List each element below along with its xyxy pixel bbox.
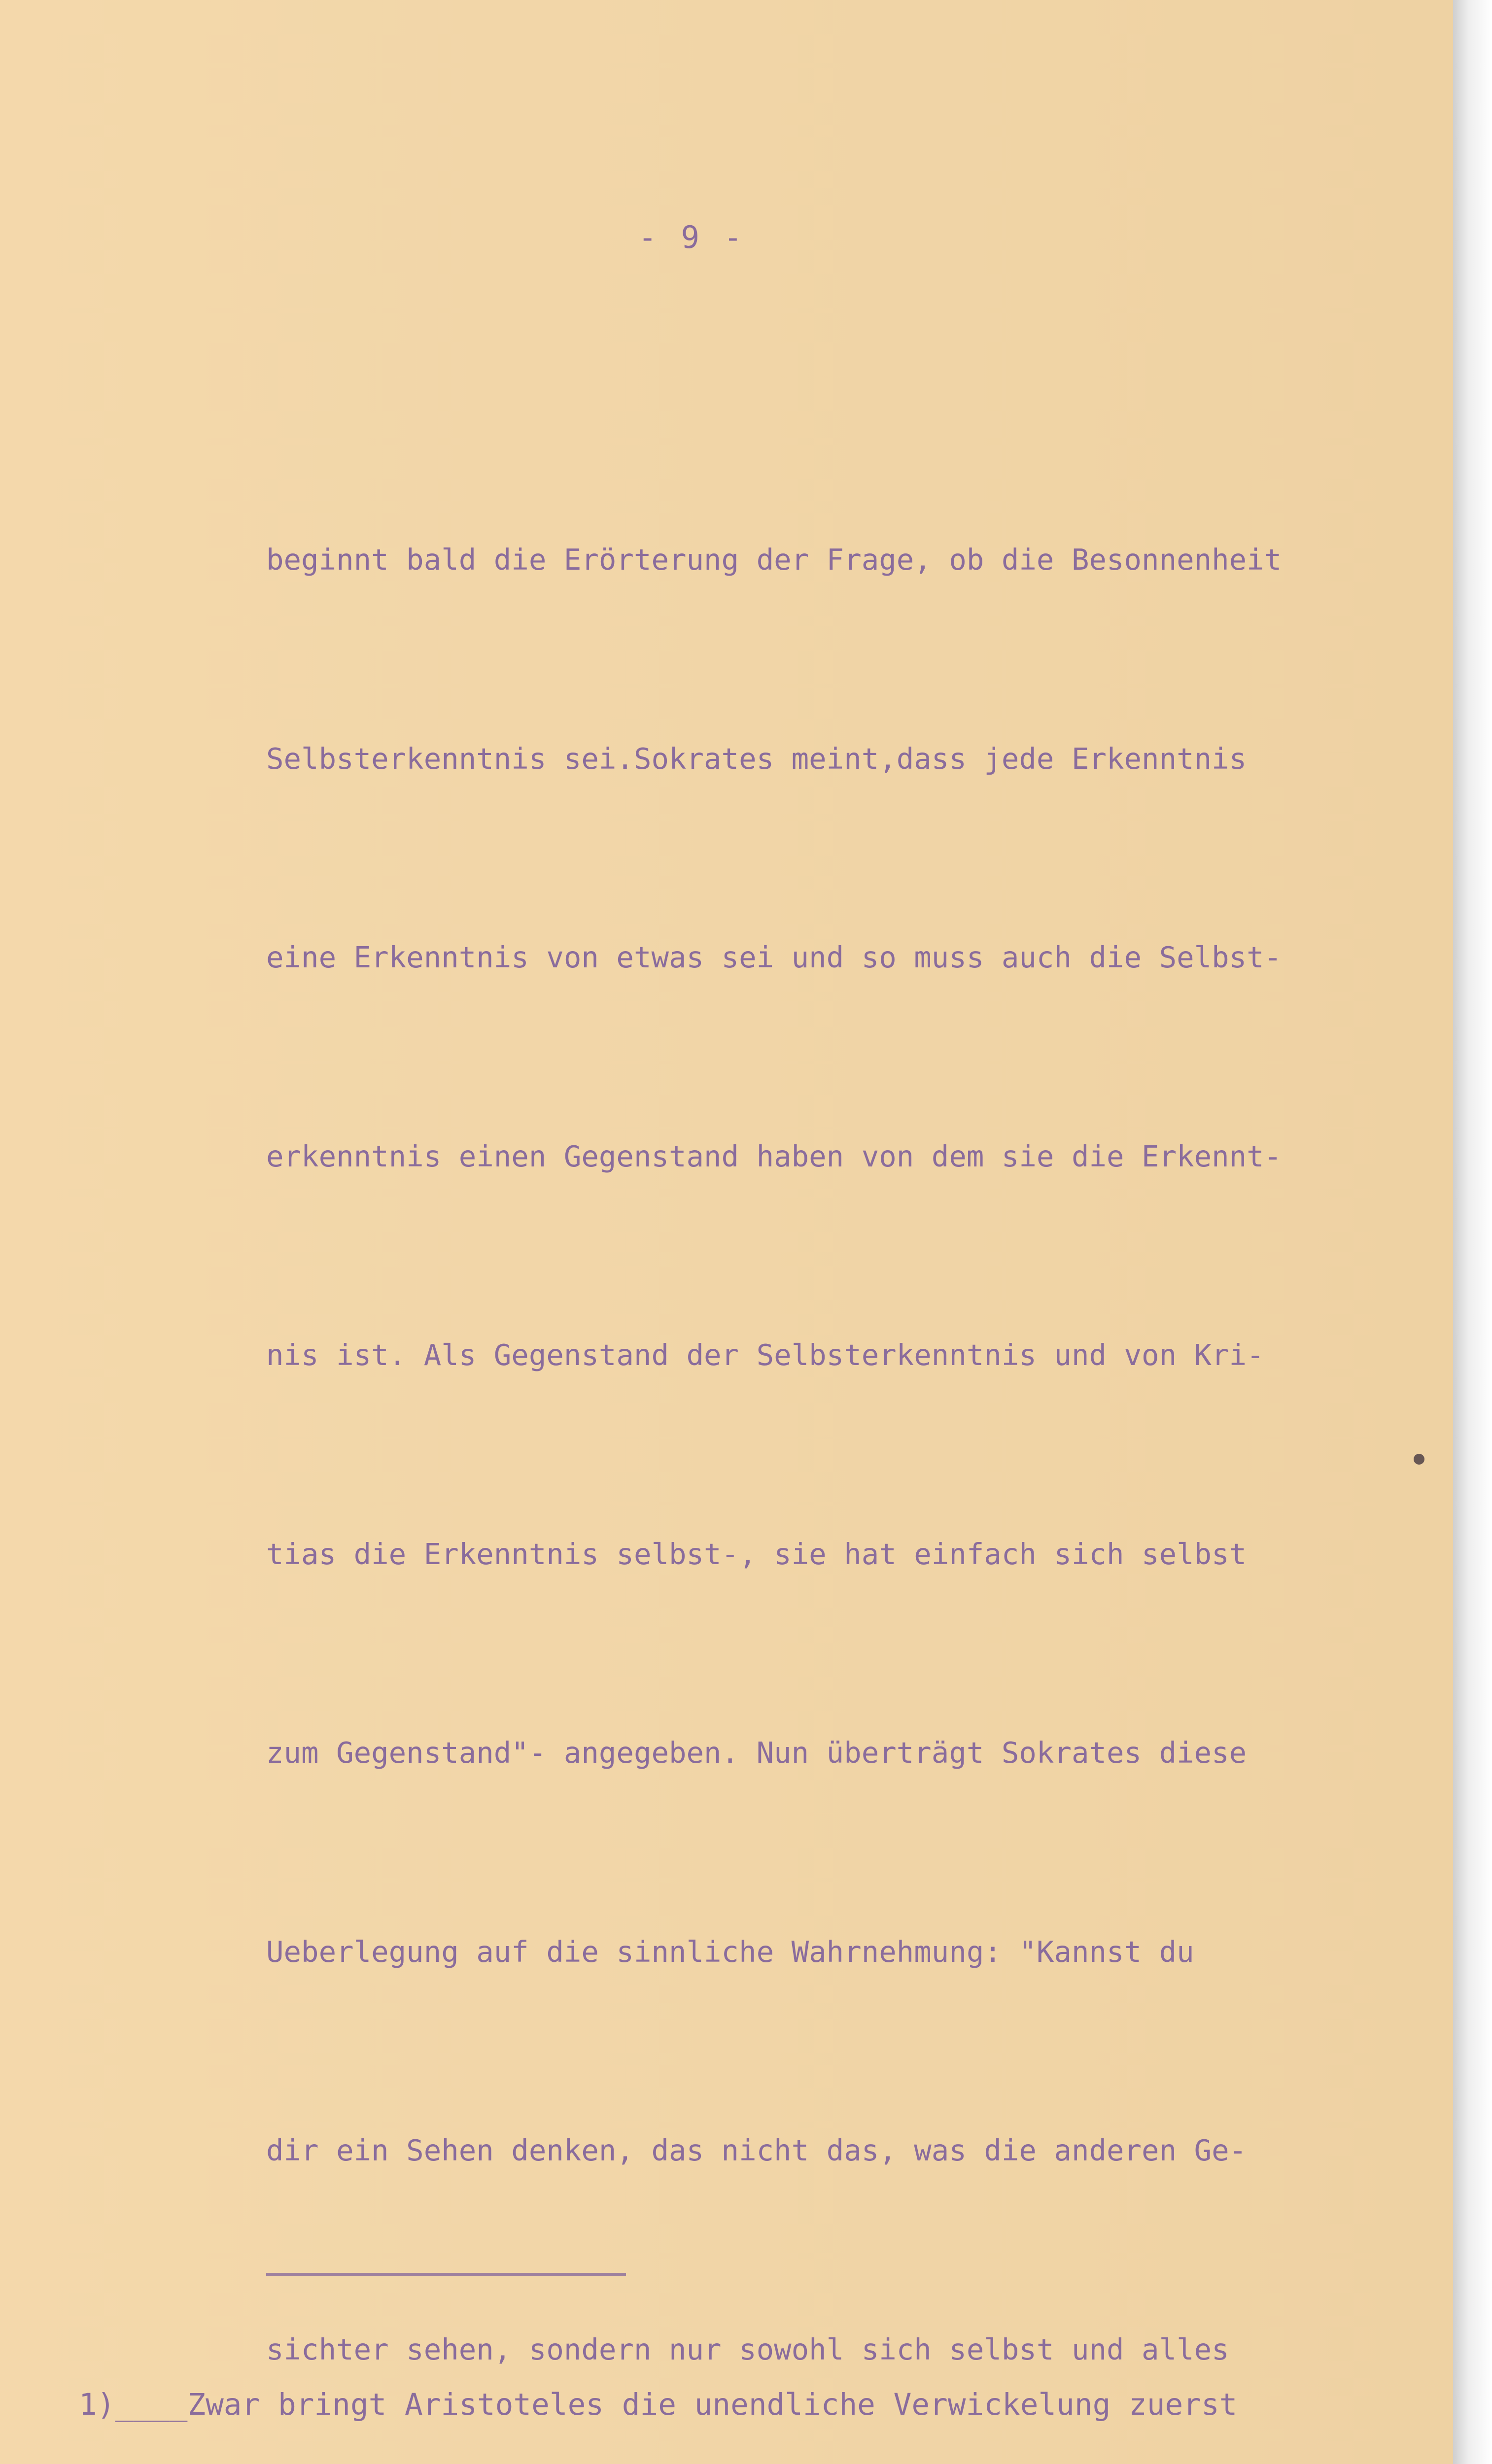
body-line: dir ein Sehen denken, das nicht das, was die anderen Ge-	[266, 2133, 1247, 2167]
body-line: sichter sehen, sondern nur sowohl sich selbst und alles	[266, 2332, 1229, 2366]
body-line: beginnt bald die Erörterung der Frage, ob die Besonnenheit	[266, 543, 1282, 577]
body-line: Selbsterkenntnis sei.Sokrates meint,dass jede Erkenntnis	[266, 741, 1247, 776]
body-line: tias die Erkenntnis selbst-, sie hat einfach sich selbst	[266, 1537, 1247, 1571]
footnote-line: 1)____Zwar bringt Aristoteles die unendliche Verwickelung zuerst	[79, 2387, 1238, 2422]
body-text	[266, 394, 1449, 2464]
body-line: erkenntnis einen Gegenstand haben von dem sie die Erkennt-	[266, 1139, 1282, 1173]
page-number: - 9 -	[638, 219, 745, 255]
body-line: nis ist. Als Gegenstand der Selbsterkenntnis und von Kri-	[266, 1338, 1264, 1372]
footnote-rule	[266, 2273, 626, 2276]
body-line: Ueberlegung auf die sinnliche Wahrnehmung: "Kannst du	[266, 1934, 1194, 1969]
ink-speck	[1414, 1454, 1424, 1465]
footnote	[79, 2294, 1449, 2464]
body-line: eine Erkenntnis von etwas sei und so muss auch die Selbst-	[266, 940, 1282, 974]
body-line: zum Gegenstand"- angegeben. Nun überträgt Sokrates diese	[266, 1736, 1247, 1770]
page-right-margin	[1453, 0, 1492, 2464]
